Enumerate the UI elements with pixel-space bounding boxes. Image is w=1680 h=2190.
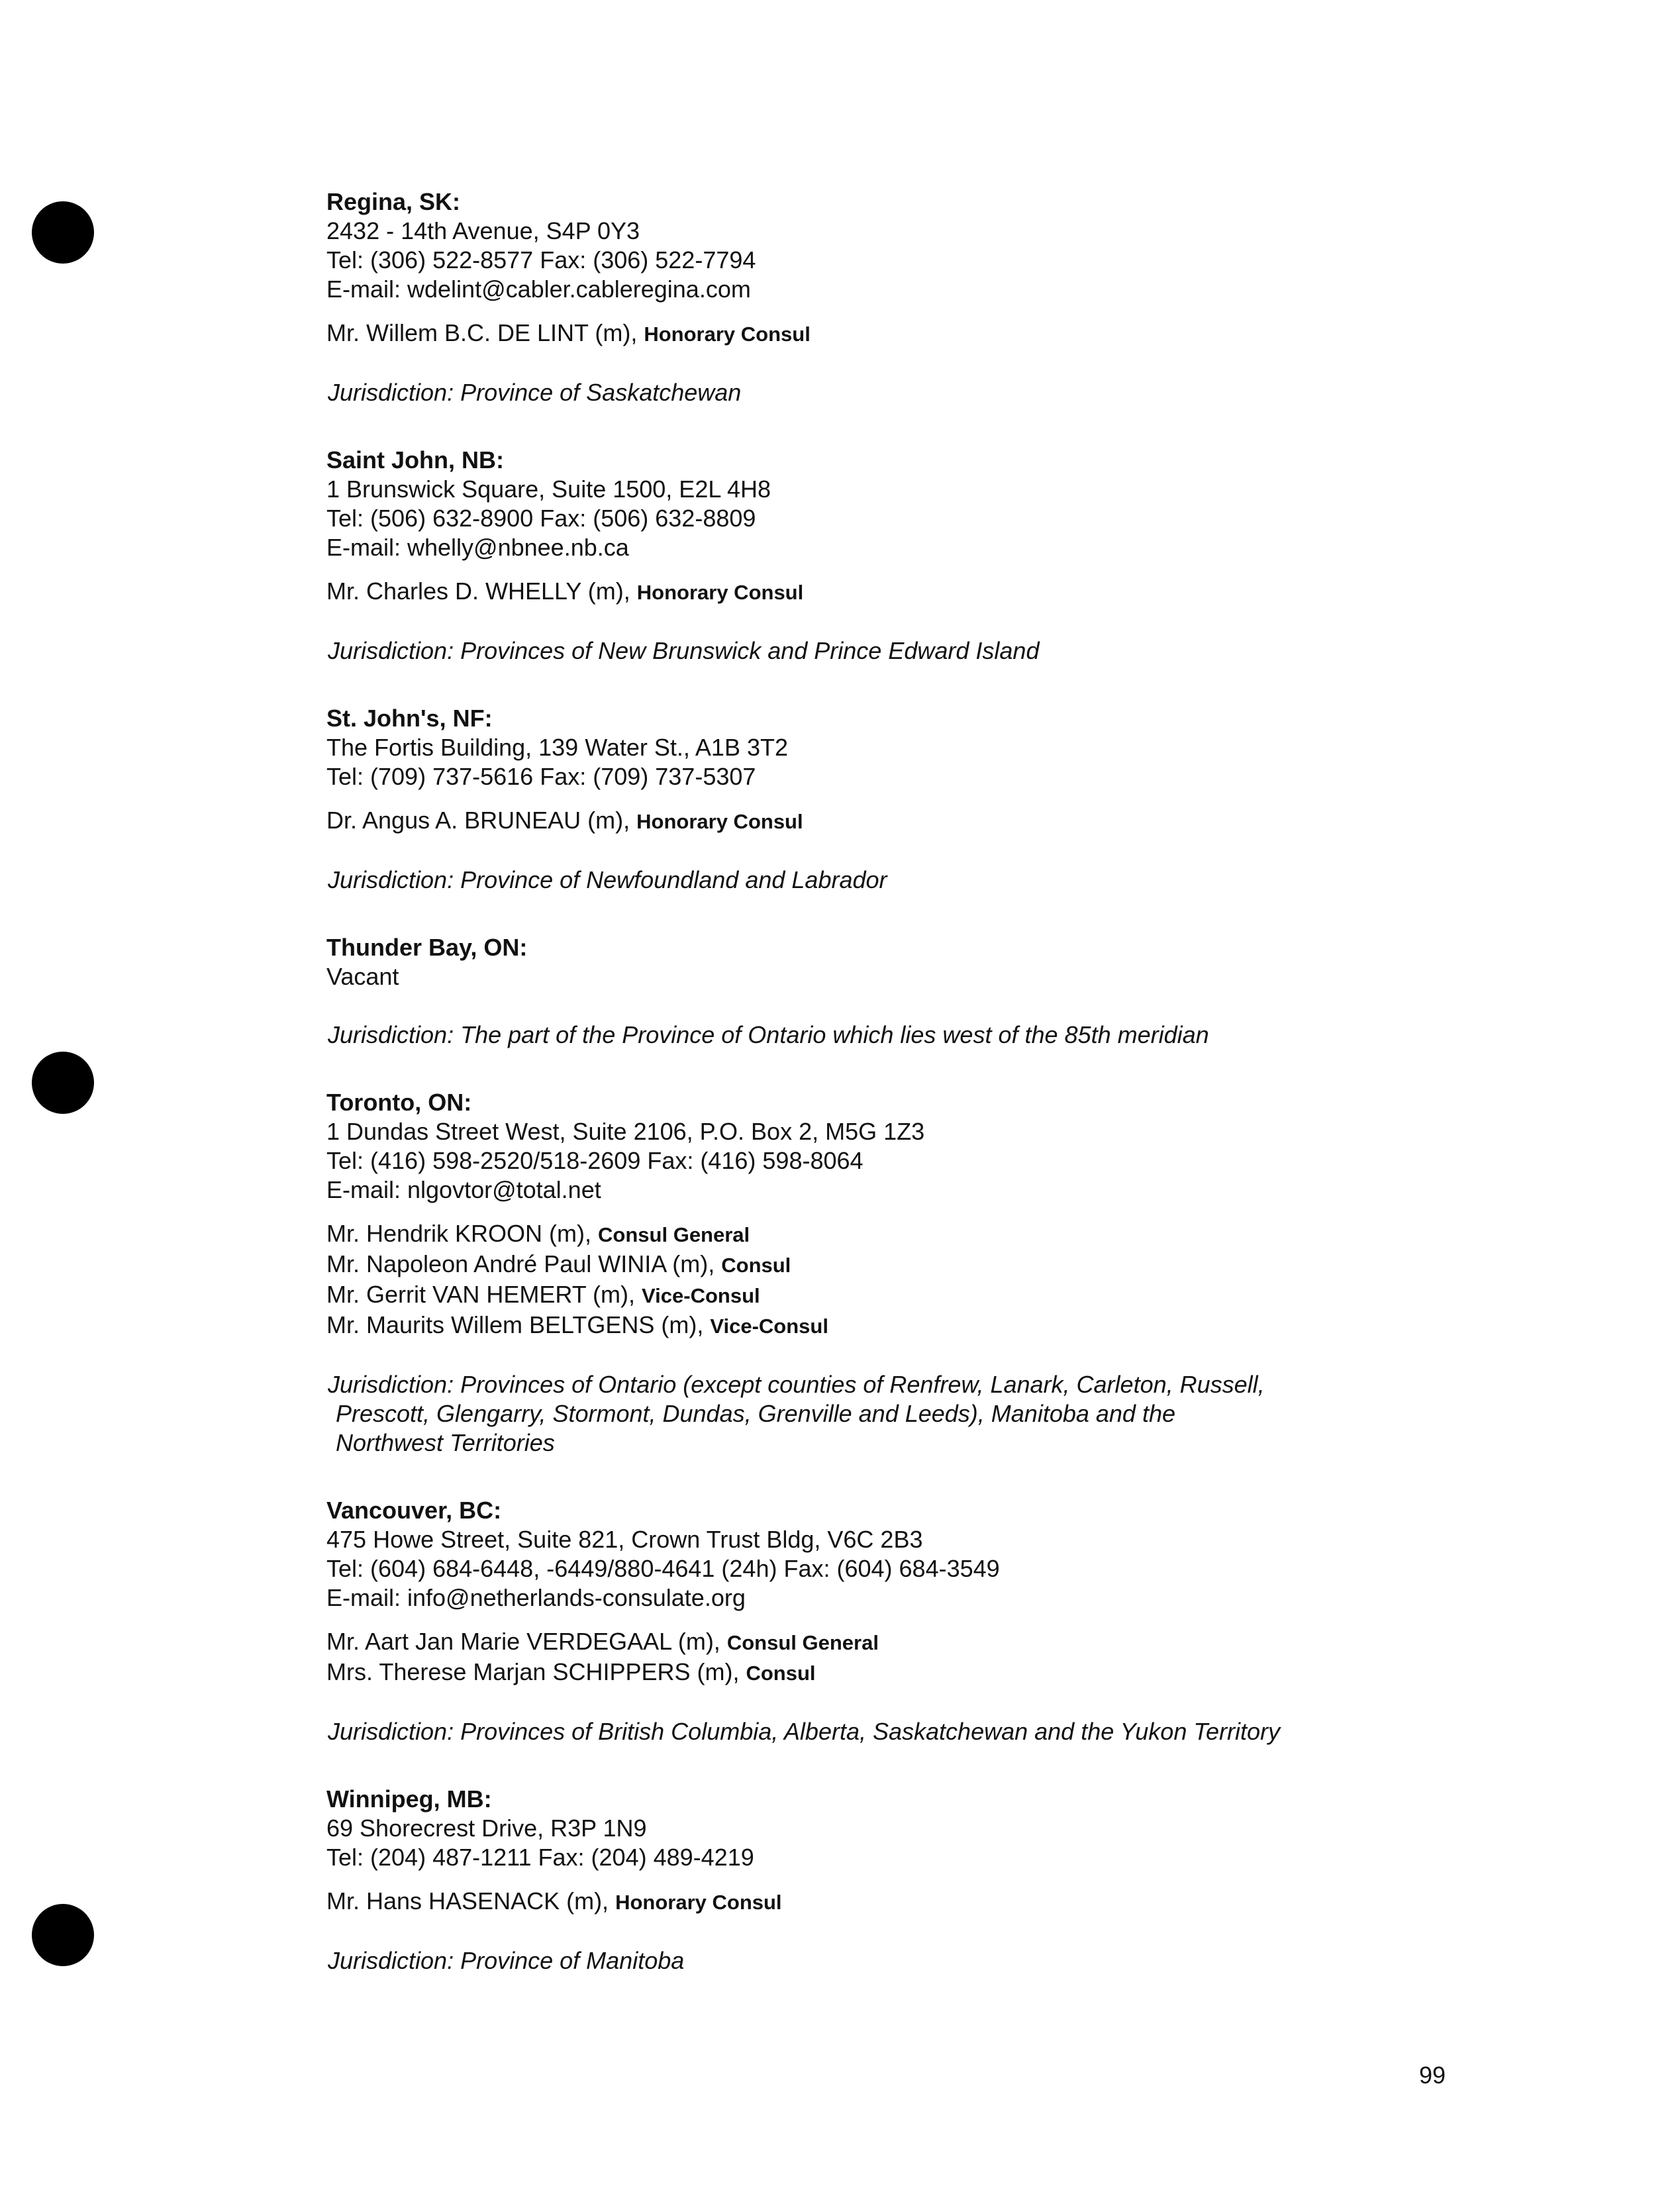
jurisdiction — [326, 1370, 1359, 1458]
jurisdiction-line: Jurisdiction: Provinces of New Brunswick and Prince Edward Island — [328, 637, 1040, 664]
punch-hole — [32, 1052, 94, 1114]
address-line: 1 Brunswick Square, Suite 1500, E2L 4H8 — [326, 475, 771, 503]
address-line: Tel: (204) 487-1211 Fax: (204) 489-4219 — [326, 1844, 754, 1871]
jurisdiction-line: Jurisdiction: The part of the Province of Ontario which lies west of the 85th meridian — [328, 1021, 1209, 1048]
jurisdiction — [326, 1717, 1359, 1746]
staff-title: Consul — [721, 1254, 791, 1277]
staff-member — [326, 1627, 1359, 1658]
address-line: 69 Shorecrest Drive, R3P 1N9 — [326, 1815, 647, 1842]
staff-title: Honorary Consul — [615, 1891, 782, 1914]
staff-title: Consul General — [726, 1631, 879, 1654]
jurisdiction — [326, 866, 1359, 895]
address-line: E-mail: whelly@nbnee.nb.ca — [326, 534, 629, 561]
city-heading: Thunder Bay, ON: — [326, 934, 528, 961]
staff-name: Mr. Aart Jan Marie VERDEGAAL (m), — [326, 1628, 720, 1655]
staff-list — [326, 577, 1359, 607]
jurisdiction — [326, 1946, 1359, 1975]
address-line: Tel: (709) 737-5616 Fax: (709) 737-5307 — [326, 763, 756, 790]
staff-member — [326, 806, 1359, 836]
consulate-entry — [326, 1496, 1359, 1746]
staff-title: Consul — [746, 1662, 816, 1685]
staff-name: Mr. Maurits Willem BELTGENS (m), — [326, 1311, 704, 1338]
address-line: 1 Dundas Street West, Suite 2106, P.O. Box 2, M5G 1Z3 — [326, 1118, 925, 1145]
punch-hole — [32, 1904, 94, 1966]
city-heading: Winnipeg, MB: — [326, 1785, 492, 1813]
city-heading: St. John's, NF: — [326, 705, 493, 732]
consulate-entry — [326, 1785, 1359, 1975]
staff-title: Vice-Consul — [710, 1315, 828, 1338]
staff-title: Honorary Consul — [636, 810, 803, 833]
address-line: Tel: (416) 598-2520/518-2609 Fax: (416) 598-8064 — [326, 1147, 864, 1174]
staff-name: Mr. Willem B.C. DE LINT (m), — [326, 319, 638, 346]
consulate-directory — [326, 187, 1359, 1975]
punch-hole — [32, 201, 94, 264]
address-line: Tel: (604) 684-6448, -6449/880-4641 (24h) Fax: (604) 684-3549 — [326, 1555, 1000, 1582]
jurisdiction — [326, 378, 1359, 407]
staff-member — [326, 577, 1359, 607]
consulate-entry — [326, 933, 1359, 1050]
jurisdiction — [326, 1020, 1359, 1050]
consulate-entry — [326, 704, 1359, 895]
address-line: E-mail: info@netherlands-consulate.org — [326, 1584, 746, 1611]
city-heading: Saint John, NB: — [326, 446, 504, 473]
staff-member — [326, 1280, 1359, 1311]
address-line: Tel: (306) 522-8577 Fax: (306) 522-7794 — [326, 246, 756, 274]
staff-name: Mrs. Therese Marjan SCHIPPERS (m), — [326, 1658, 740, 1685]
staff-name: Mr. Charles D. WHELLY (m), — [326, 577, 630, 605]
staff-member — [326, 1311, 1359, 1341]
address-line: E-mail: nlgovtor@total.net — [326, 1176, 601, 1203]
jurisdiction-line: Jurisdiction: Provinces of Ontario (except counties of Renfrew, Lanark, Carleton, Russell, — [328, 1371, 1265, 1398]
consulate-entry — [326, 187, 1359, 407]
staff-list — [326, 319, 1359, 349]
staff-name: Mr. Hans HASENACK (m), — [326, 1887, 609, 1915]
jurisdiction-line: Jurisdiction: Province of Saskatchewan — [328, 379, 742, 406]
address-line: E-mail: wdelint@cabler.cableregina.com — [326, 275, 751, 303]
address-line: The Fortis Building, 139 Water St., A1B 3T2 — [326, 734, 788, 761]
staff-member — [326, 1658, 1359, 1688]
address-line: Vacant — [326, 963, 399, 990]
staff-list — [326, 806, 1359, 836]
address-line: Tel: (506) 632-8900 Fax: (506) 632-8809 — [326, 505, 756, 532]
staff-list — [326, 1627, 1359, 1688]
city-heading: Vancouver, BC: — [326, 1497, 502, 1524]
staff-member — [326, 1219, 1359, 1250]
consulate-entry — [326, 1088, 1359, 1458]
jurisdiction-line: Jurisdiction: Province of Manitoba — [328, 1947, 685, 1974]
staff-member — [326, 319, 1359, 349]
staff-name: Mr. Napoleon André Paul WINIA (m), — [326, 1250, 715, 1277]
city-heading: Toronto, ON: — [326, 1089, 472, 1116]
jurisdiction — [326, 636, 1359, 666]
staff-title: Vice-Consul — [642, 1284, 760, 1307]
staff-title: Honorary Consul — [636, 581, 804, 604]
jurisdiction-line: Jurisdiction: Province of Newfoundland and Labrador — [328, 866, 887, 893]
staff-title: Honorary Consul — [644, 323, 811, 346]
jurisdiction-line: Prescott, Glengarry, Stormont, Dundas, Grenville and Leeds), Manitoba and the — [336, 1400, 1175, 1427]
staff-list — [326, 1887, 1359, 1917]
address-line: 2432 - 14th Avenue, S4P 0Y3 — [326, 217, 640, 244]
staff-member — [326, 1250, 1359, 1280]
staff-name: Mr. Hendrik KROON (m), — [326, 1220, 592, 1247]
staff-member — [326, 1887, 1359, 1917]
staff-list — [326, 1219, 1359, 1341]
staff-title: Consul General — [598, 1223, 750, 1246]
jurisdiction-line: Jurisdiction: Provinces of British Columbia, Alberta, Saskatchewan and the Yukon Territory — [328, 1718, 1281, 1745]
staff-name: Dr. Angus A. BRUNEAU (m), — [326, 807, 630, 834]
staff-name: Mr. Gerrit VAN HEMERT (m), — [326, 1281, 636, 1308]
consulate-entry — [326, 446, 1359, 666]
address-line: 475 Howe Street, Suite 821, Crown Trust Bldg, V6C 2B3 — [326, 1526, 923, 1553]
jurisdiction-line: Northwest Territories — [336, 1429, 555, 1456]
city-heading: Regina, SK: — [326, 188, 461, 215]
page-number: 99 — [1419, 2062, 1446, 2089]
